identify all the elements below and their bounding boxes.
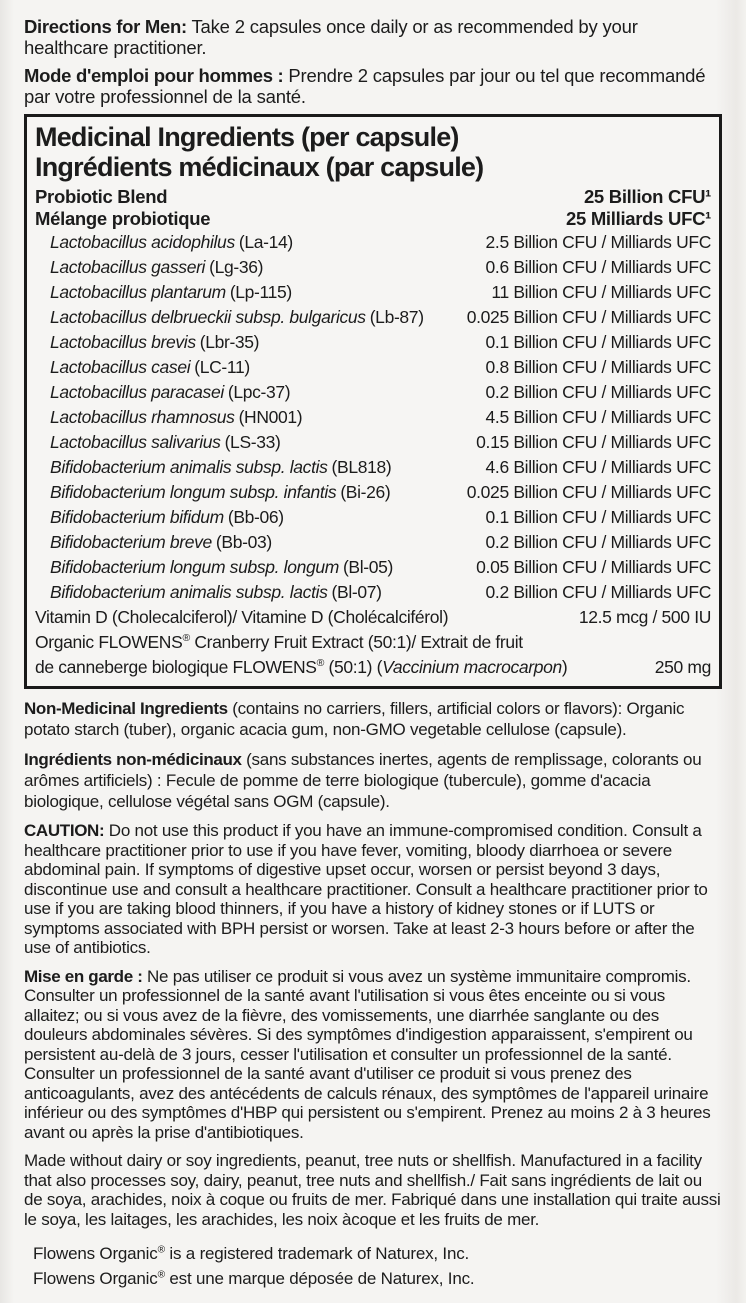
strain-code: (Bb-03) bbox=[215, 532, 272, 552]
strain-code: (Bl-07) bbox=[331, 582, 382, 602]
strain-code: (LS-33) bbox=[224, 432, 281, 452]
strain-code: (Bl-05) bbox=[342, 557, 394, 577]
probiotic-blend-names bbox=[35, 186, 210, 230]
cranberry-row bbox=[35, 630, 711, 680]
non-medicinal-en-lead: Non-Medicinal Ingredients bbox=[24, 699, 228, 718]
strain-code: (Lg-36) bbox=[209, 257, 264, 277]
trademark-fr-text: est une marque déposée de Naturex, Inc. bbox=[164, 1269, 475, 1288]
strain-species: Lactobacillus salivarius bbox=[50, 432, 221, 452]
caution-en-text: Do not use this product if you have an immune-compromised condition. Consult a healthcare practitioner prior to use if you have fever, vomiting, bloody diarrhoea or severe abdominal pain. If symptoms of digestive upset occur, worsen or persist beyond 3 days, discontinue use and consult a healthcare practitioner. Consult a healthcare practitioner prior to use if you are taking blood thinners, if you have a history of kidney stones or if LUTS or symptoms associated with BPH persist or worsen. Take at least 2-3 hours before or after the use of antibiotics. bbox=[24, 821, 708, 957]
strain-row bbox=[35, 455, 711, 480]
strain-species: Bifidobacterium breve bbox=[50, 532, 212, 552]
vitamin-d-amount: 12.5 mcg / 500 IU bbox=[578, 607, 711, 627]
strain-amount: 2.5 Billion CFU / Milliards UFC bbox=[485, 232, 711, 252]
registered-mark-icon: ® bbox=[182, 632, 190, 645]
cranberry-name bbox=[35, 630, 567, 680]
strain-code: (Lb-87) bbox=[369, 307, 424, 327]
probiotic-strain-list bbox=[35, 230, 711, 605]
caution-fr-text: Ne pas utiliser ce produit si vous avez un système immunitaire compromis. Consulter un professionnel de la santé avant l'utilisation si vous êtes enceinte ou si vous allaitez; ou si vous avez de la fièvre, des vomissements, une diarrhée sanglante ou des douleurs abdominales sévères. Si des symptômes d'indigestion apparaissent, s'empirent ou persistent au-delà de 3 jours, cesser l'utilisation et consulter un professionnel de la santé. Consulter un professionnel de la santé avant d'utiliser ce produit si vous prenez des anticoagulants, avez des antécédents de calculs rénaux, des symptômes de l'appareil urinaire inférieur ou des symptômes d'HBP qui persistent ou s'empirent. Prenez au moins 2 à 3 heures avant ou après la prise d'antibiotiques. bbox=[24, 966, 711, 1142]
directions-en-text: Take 2 capsules once daily or as recommended by your healthcare practitioner. bbox=[24, 16, 638, 58]
vitamin-d-row bbox=[35, 605, 711, 630]
strain-species: Bifidobacterium animalis subsp. lactis bbox=[50, 457, 328, 477]
strain-species: Lactobacillus casei bbox=[50, 357, 191, 377]
strain-amount: 0.2 Billion CFU / Milliards UFC bbox=[485, 582, 711, 602]
trademark-fr-brand: Flowens Organic bbox=[33, 1269, 158, 1288]
strain-amount: 0.15 Billion CFU / Milliards UFC bbox=[476, 432, 711, 452]
strain-row bbox=[35, 380, 711, 405]
strain-species: Bifidobacterium bifidum bbox=[50, 507, 224, 527]
trademark-block bbox=[24, 1241, 722, 1291]
blend-name-fr: Mélange probiotique bbox=[35, 208, 211, 229]
strain-amount: 4.6 Billion CFU / Milliards UFC bbox=[485, 457, 711, 477]
strain-code: (BL818) bbox=[331, 457, 392, 477]
caution-fr-lead: Mise en garde : bbox=[24, 966, 143, 986]
cranberry-fr-end: ) bbox=[561, 657, 568, 677]
medicinal-ingredients-panel bbox=[24, 114, 722, 689]
strain-amount: 0.025 Billion CFU / Milliards UFC bbox=[466, 482, 711, 502]
strain-species: Lactobacillus paracasei bbox=[50, 382, 224, 402]
strain-amount: 0.2 Billion CFU / Milliards UFC bbox=[485, 382, 711, 402]
cranberry-species: Vaccinium macrocarpon bbox=[382, 657, 562, 677]
strain-amount: 0.2 Billion CFU / Milliards UFC bbox=[485, 532, 711, 552]
strain-species: Lactobacillus acidophilus bbox=[50, 232, 235, 252]
registered-mark-icon: ® bbox=[316, 657, 325, 670]
strain-species: Lactobacillus plantarum bbox=[50, 282, 226, 302]
strain-row bbox=[35, 430, 711, 455]
blend-name-en: Probiotic Blend bbox=[35, 186, 168, 207]
strain-row bbox=[35, 255, 711, 280]
strain-code: (Lpc-37) bbox=[227, 382, 291, 402]
cranberry-amount: 250 mg bbox=[654, 657, 711, 677]
non-medicinal-fr-text: (sans substances inertes, agents de remplissage, colorants ou arômes artificiels) : Fecule de pomme de terre biologique (tubercule), gomme d'acacia biologique, cellulose végétal sans OGM (capsule). bbox=[24, 750, 702, 811]
strain-amount: 11 Billion CFU / Milliards UFC bbox=[491, 282, 711, 302]
strain-row bbox=[35, 480, 711, 505]
directions-fr-lead: Mode d'emploi pour hommes : bbox=[24, 65, 284, 86]
strain-row bbox=[35, 580, 711, 605]
trademark-en-line bbox=[33, 1241, 722, 1266]
strain-species: Lactobacillus gasseri bbox=[50, 257, 206, 277]
cranberry-fr-pre: de canneberge biologique FLOWENS bbox=[35, 657, 317, 677]
directions-en-paragraph bbox=[24, 16, 722, 58]
strain-amount: 4.5 Billion CFU / Milliards UFC bbox=[485, 407, 711, 427]
strain-species: Bifidobacterium longum subsp. infantis bbox=[50, 482, 337, 502]
strain-row bbox=[35, 355, 711, 380]
registered-mark-icon: ® bbox=[157, 1269, 165, 1281]
strain-row bbox=[35, 555, 711, 580]
probiotic-blend-amounts bbox=[566, 186, 711, 230]
strain-amount: 0.025 Billion CFU / Milliards UFC bbox=[466, 307, 711, 327]
caution-en-paragraph bbox=[24, 821, 722, 958]
allergen-paragraph: Made without dairy or soy ingredients, peanut, tree nuts or shellfish. Manufactured in a facility that also processes soy, dairy, peanut, tree nuts and shellfish./ Fait sans ingrédients de lait ou de soya, arachides, noix à coque ou fruits de mer. Fabriqué dans une installation qui traite aussi le soya, les laitages, les arachides, les noix àcoque et les fruits de mer. bbox=[24, 1151, 721, 1229]
strain-row bbox=[35, 530, 711, 555]
strain-amount: 0.6 Billion CFU / Milliards UFC bbox=[485, 257, 711, 277]
trademark-en-brand: Flowens Organic bbox=[33, 1244, 158, 1263]
strain-code: (Bb-06) bbox=[227, 507, 284, 527]
strain-code: (LC-11) bbox=[194, 357, 250, 377]
panel-title-en: Medicinal Ingredients (per capsule) bbox=[35, 122, 459, 152]
strain-amount: 0.8 Billion CFU / Milliards UFC bbox=[485, 357, 711, 377]
caution-en-lead: CAUTION: bbox=[24, 821, 105, 840]
strain-row bbox=[35, 330, 711, 355]
non-medicinal-fr-lead: Ingrédients non-médicinaux bbox=[24, 750, 242, 769]
caution-fr-paragraph bbox=[24, 967, 722, 1143]
strain-amount: 0.1 Billion CFU / Milliards UFC bbox=[485, 507, 711, 527]
strain-code: (La-14) bbox=[238, 232, 293, 252]
non-medicinal-fr-paragraph bbox=[24, 749, 722, 812]
registered-mark-icon: ® bbox=[157, 1244, 165, 1256]
strain-code: (Lp-115) bbox=[229, 282, 292, 302]
cranberry-en-rest: Cranberry Fruit Extract (50:1)/ Extrait de fruit bbox=[189, 632, 523, 652]
strain-row bbox=[35, 280, 711, 305]
strain-code: (Bi-26) bbox=[340, 482, 391, 502]
strain-row bbox=[35, 305, 711, 330]
strain-row bbox=[35, 230, 711, 255]
strain-species: Lactobacillus rhamnosus bbox=[50, 407, 235, 427]
strain-code: (Lbr-35) bbox=[199, 332, 260, 352]
strain-amount: 0.05 Billion CFU / Milliards UFC bbox=[476, 557, 711, 577]
probiotic-blend-row bbox=[35, 186, 711, 230]
panel-title-fr: Ingrédients médicinaux (par capsule) bbox=[35, 152, 484, 182]
directions-en-lead: Directions for Men: bbox=[24, 16, 187, 37]
panel-title bbox=[35, 122, 711, 182]
blend-amount-fr: 25 Milliards UFC¹ bbox=[566, 208, 711, 229]
strain-species: Lactobacillus delbrueckii subsp. bulgaricus bbox=[50, 307, 366, 327]
strain-row bbox=[35, 505, 711, 530]
blend-amount-en: 25 Billion CFU¹ bbox=[583, 186, 711, 207]
strain-code: (HN001) bbox=[238, 407, 303, 427]
trademark-fr-line bbox=[33, 1266, 722, 1291]
vitamin-d-name: Vitamin D (Cholecalciferol)/ Vitamine D (Cholécalciférol) bbox=[35, 607, 449, 627]
directions-fr-text: Prendre 2 capsules par jour ou tel que recommandé par votre professionnel de la santé. bbox=[24, 65, 706, 107]
trademark-en-text: is a registered trademark of Naturex, Inc. bbox=[164, 1244, 470, 1263]
cranberry-fr-mid: (50:1) ( bbox=[324, 657, 383, 677]
strain-amount: 0.1 Billion CFU / Milliards UFC bbox=[485, 332, 711, 352]
strain-species: Bifidobacterium longum subsp. longum bbox=[50, 557, 339, 577]
cranberry-en-brand: Organic FLOWENS bbox=[35, 632, 183, 652]
strain-row bbox=[35, 405, 711, 430]
non-medicinal-en-text: (contains no carriers, fillers, artificial colors or flavors): Organic potato starch (tuber), organic acacia gum, non-GMO vegetable cellulose (capsule). bbox=[24, 699, 685, 739]
strain-species: Lactobacillus brevis bbox=[50, 332, 196, 352]
strain-species: Bifidobacterium animalis subsp. lactis bbox=[50, 582, 328, 602]
non-medicinal-en-paragraph bbox=[24, 698, 722, 740]
directions-fr-paragraph bbox=[24, 65, 722, 107]
